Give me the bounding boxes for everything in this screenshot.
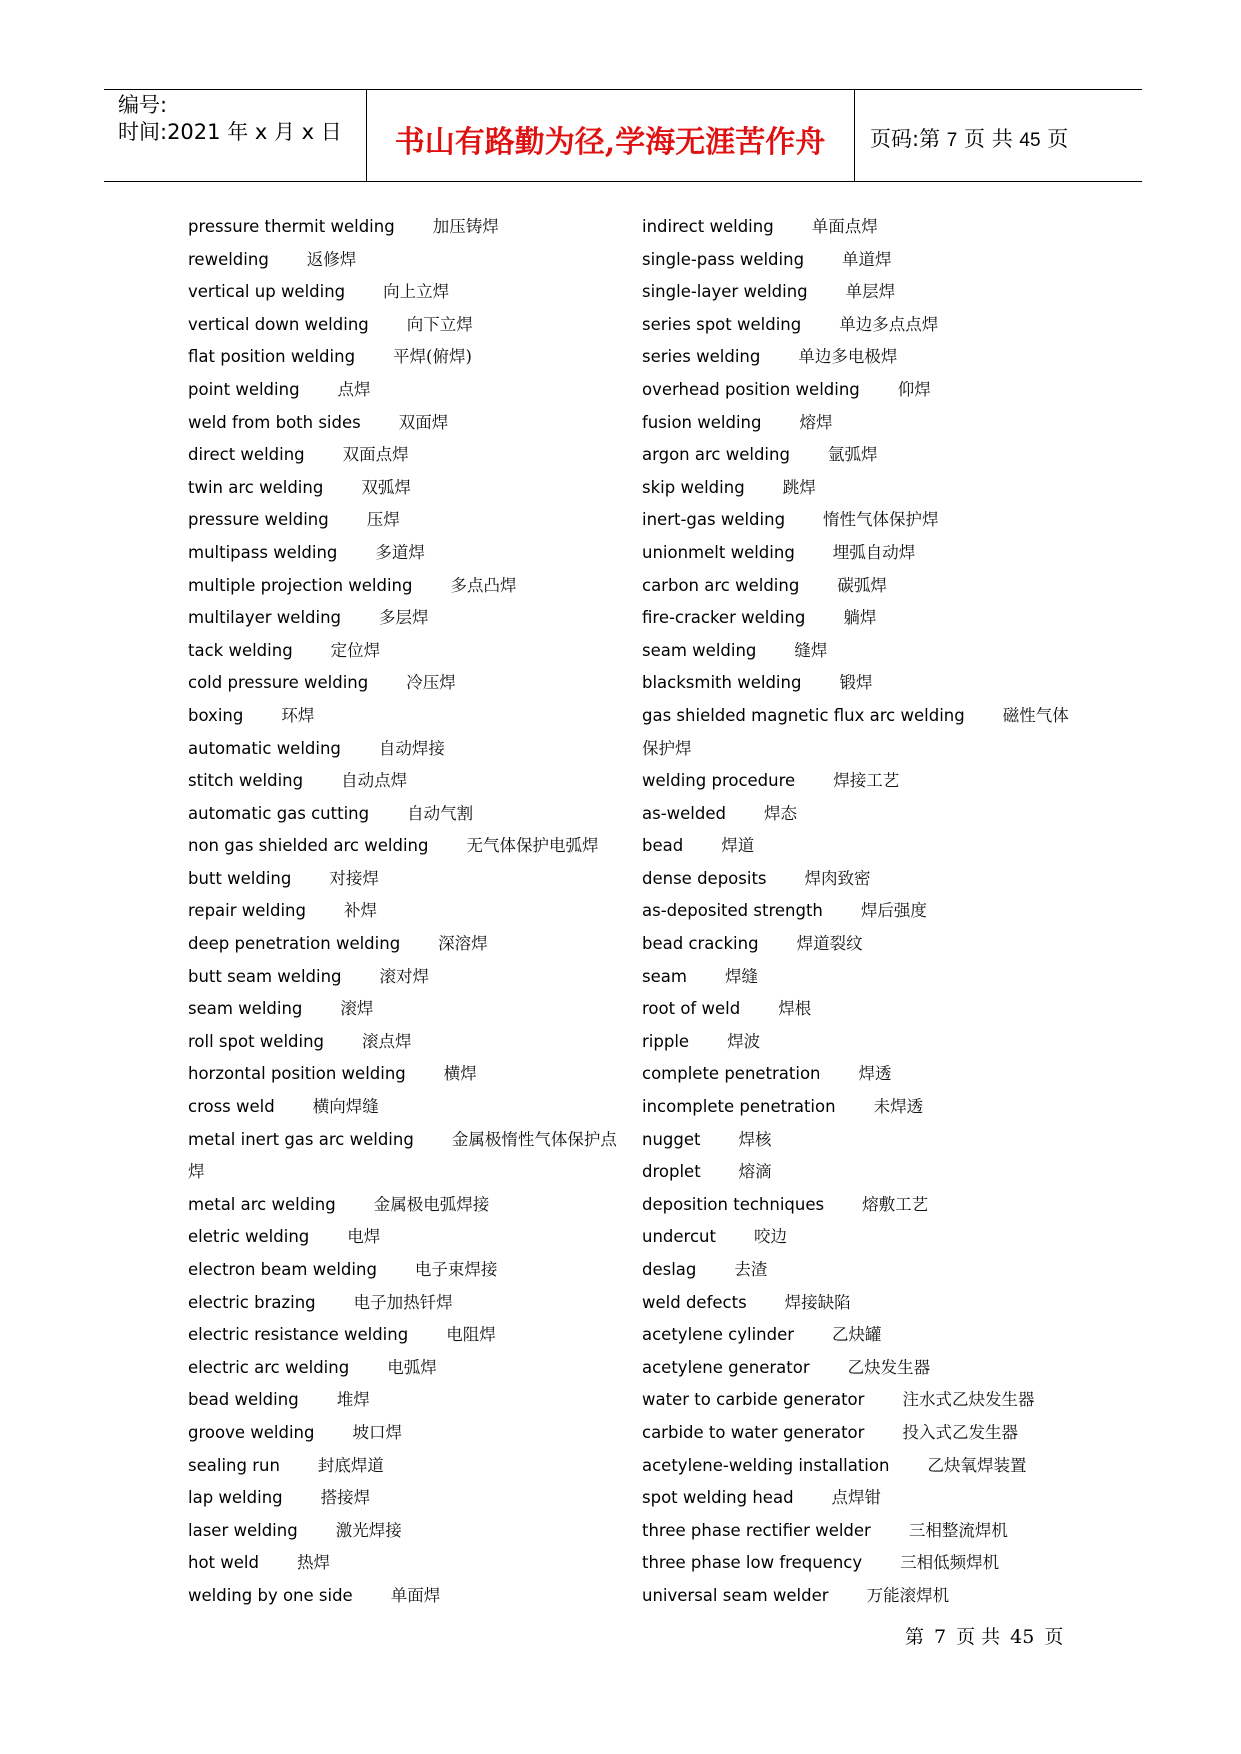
glossary-term-chinese: 万能滚焊机 (866, 1585, 950, 1605)
glossary-entry (642, 570, 1072, 603)
glossary-term-chinese: 平焊(俯焊) (393, 347, 472, 367)
glossary-entry (188, 244, 618, 277)
glossary-term-chinese: 单面点焊 (811, 217, 878, 236)
header-top-rule (104, 89, 1142, 90)
glossary-term-english: ripple (642, 1031, 690, 1051)
glossary-term-chinese: 定位焊 (330, 640, 381, 660)
glossary-term-english: vertical down welding (188, 314, 369, 334)
glossary-entry (188, 504, 618, 537)
glossary-term-chinese: 自动焊接 (378, 738, 445, 758)
glossary-entry (642, 602, 1072, 635)
glossary-term-chinese: 焊波 (727, 1031, 761, 1051)
glossary-term-chinese: 单道焊 (842, 249, 892, 269)
glossary-term-english: droplet (642, 1162, 701, 1182)
glossary-term-chinese: 滚焊 (340, 999, 374, 1019)
glossary-term-english: electric resistance welding (188, 1325, 409, 1345)
glossary-term-chinese: 自动点焊 (341, 771, 408, 791)
glossary-term-chinese: 压焊 (366, 510, 400, 530)
glossary-term-chinese: 单面焊 (390, 1585, 441, 1605)
glossary-entry (642, 1189, 1072, 1222)
glossary-entry (642, 472, 1072, 505)
glossary-entry (642, 244, 1072, 277)
glossary-term-chinese: 躺焊 (843, 608, 877, 628)
glossary-term-chinese: 乙炔罐 (832, 1325, 882, 1345)
glossary-term-english: butt seam welding (188, 966, 342, 986)
glossary-entry (188, 276, 618, 309)
glossary-term-english: metal inert gas arc welding (188, 1129, 414, 1149)
glossary-term-english: carbon arc welding (642, 575, 800, 595)
glossary-entry (642, 276, 1072, 309)
glossary-term-english: electric brazing (188, 1292, 316, 1312)
glossary-entry (642, 1352, 1072, 1385)
glossary-term-english: acetylene-welding installation (642, 1455, 890, 1475)
glossary-term-chinese: 焊道裂纹 (796, 934, 863, 954)
glossary-term-chinese: 电阻焊 (446, 1325, 496, 1345)
header-motto: 书山有路勤为径,学海无涯苦作舟 (394, 125, 826, 160)
glossary-term-chinese: 点焊钳 (831, 1488, 882, 1508)
glossary-term-chinese: 单边多电极焊 (798, 347, 898, 367)
glossary-term-english: bead cracking (642, 934, 759, 954)
glossary-term-english: deslag (642, 1260, 697, 1279)
glossary-term-english: single-layer welding (642, 282, 808, 302)
glossary-term-english: groove welding (188, 1422, 315, 1442)
glossary-term-chinese: 焊透 (858, 1064, 892, 1084)
glossary-term-english: hot weld (188, 1553, 259, 1573)
glossary-entry (642, 1221, 1072, 1254)
glossary-entry (188, 1319, 618, 1352)
glossary-entry (188, 211, 618, 244)
glossary-term-chinese: 去渣 (734, 1260, 768, 1279)
glossary-term-english: undercut (642, 1227, 716, 1247)
glossary-entry (188, 1417, 618, 1450)
glossary-term-english: carbide to water generator (642, 1422, 865, 1442)
glossary-term-chinese: 返修焊 (306, 249, 357, 269)
glossary-term-english: metal arc welding (188, 1194, 336, 1214)
glossary-term-english: seam welding (642, 640, 757, 660)
glossary-entry (188, 635, 618, 668)
glossary-entry (188, 341, 618, 374)
glossary-term-chinese: 向上立焊 (383, 282, 450, 302)
glossary-entry (188, 928, 618, 961)
glossary-term-english: sealing run (188, 1455, 280, 1475)
glossary-term-english: three phase low frequency (642, 1553, 863, 1573)
glossary-term-chinese: 氩弧焊 (827, 445, 878, 465)
glossary-entry (188, 667, 618, 700)
glossary-entry (188, 733, 618, 766)
glossary-term-english: multipass welding (188, 542, 338, 562)
glossary-entry (642, 1384, 1072, 1417)
glossary-term-english: laser welding (188, 1520, 298, 1540)
glossary-term-english: welding by one side (188, 1585, 353, 1605)
glossary-entry (188, 1221, 618, 1254)
footer-mid: 页 共 (956, 1626, 1001, 1648)
glossary-term-chinese: 乙炔发生器 (847, 1357, 931, 1377)
glossary-entry (188, 961, 618, 994)
glossary-term-english: single-pass welding (642, 249, 805, 269)
glossary-term-english: seam (642, 966, 687, 986)
glossary-term-english: spot welding head (642, 1488, 794, 1508)
glossary-entry (188, 537, 618, 570)
glossary-entry (188, 407, 618, 440)
glossary-entry (188, 374, 618, 407)
glossary-entry (642, 1482, 1072, 1515)
glossary-term-chinese: 多层焊 (379, 608, 429, 628)
glossary-term-chinese: 咬边 (753, 1227, 787, 1247)
glossary-term-english: blacksmith welding (642, 673, 802, 693)
header-page-total: 45 (1019, 130, 1041, 151)
glossary-term-english: twin arc welding (188, 477, 324, 497)
glossary-term-chinese: 熔敷工艺 (862, 1194, 929, 1214)
header-bottom-rule (104, 181, 1142, 182)
glossary-term-english: multiple projection welding (188, 575, 413, 595)
glossary-term-english: pressure welding (188, 510, 329, 530)
glossary-term-chinese: 埋弧自动焊 (832, 542, 916, 562)
glossary-term-chinese: 熔焊 (799, 412, 833, 432)
glossary-entry (188, 1580, 618, 1613)
glossary-entry (188, 1547, 618, 1580)
glossary-entry (188, 798, 618, 831)
glossary-term-chinese: 锻焊 (839, 673, 873, 693)
glossary-term-english: universal seam welder (642, 1585, 829, 1605)
glossary-term-chinese: 焊肉致密 (804, 868, 871, 888)
glossary-term-chinese: 仰焊 (897, 379, 931, 399)
glossary-term-english: skip welding (642, 477, 745, 497)
glossary-term-english: lap welding (188, 1488, 283, 1508)
header-divider-right (854, 89, 855, 181)
glossary-entry (642, 1580, 1072, 1613)
glossary-term-chinese: 缝焊 (794, 640, 828, 660)
glossary-entry (642, 1287, 1072, 1320)
glossary-term-english: welding procedure (642, 771, 796, 791)
header-page-mid: 页 共 (964, 127, 1013, 151)
glossary-term-chinese: 双弧焊 (361, 477, 411, 497)
glossary-entry (642, 928, 1072, 961)
glossary-term-english: acetylene cylinder (642, 1325, 795, 1345)
glossary-entry (642, 1515, 1072, 1548)
glossary-term-english: stitch welding (188, 771, 304, 791)
header-page-suffix: 页 (1047, 127, 1069, 151)
glossary-term-english: indirect welding (642, 217, 774, 236)
glossary-term-chinese: 焊后强度 (860, 901, 927, 921)
glossary-term-english: point welding (188, 379, 300, 399)
glossary-term-chinese: 乙炔氧焊装置 (927, 1455, 1027, 1475)
glossary-term-english: deposition techniques (642, 1194, 825, 1214)
glossary-term-chinese: 焊缝 (724, 966, 758, 986)
glossary-entry (188, 570, 618, 603)
glossary-term-chinese: 焊接缺陷 (784, 1292, 851, 1312)
glossary-term-english: complete penetration (642, 1064, 821, 1084)
glossary-term-chinese: 焊态 (764, 803, 797, 823)
document-time-label: 时间:2021 年 x 月 x 日 (118, 120, 342, 144)
glossary-entry (642, 1254, 1072, 1287)
glossary-entry (642, 863, 1072, 896)
glossary-entry (188, 1124, 618, 1189)
glossary-term-chinese: 封底焊道 (317, 1455, 384, 1475)
glossary-term-chinese: 多点凸焊 (450, 575, 517, 595)
glossary-term-english: inert-gas welding (642, 510, 786, 530)
glossary-term-chinese: 向下立焊 (406, 314, 473, 334)
glossary-term-english: gas shielded magnetic flux arc welding (642, 705, 965, 725)
footer-total: 45 (1010, 1626, 1035, 1648)
glossary-term-english: root of weld (642, 999, 741, 1019)
document-number-label: 编号: (118, 93, 168, 117)
glossary-entry (642, 1124, 1072, 1157)
glossary-term-chinese: 熔滴 (738, 1162, 772, 1182)
glossary-entry (642, 1417, 1072, 1450)
glossary-term-chinese: 焊核 (738, 1129, 772, 1149)
glossary-entry (188, 1450, 618, 1483)
glossary-entry (642, 635, 1072, 668)
glossary-entry (642, 211, 1072, 244)
glossary-term-english: butt welding (188, 868, 292, 888)
glossary-term-chinese: 焊根 (778, 999, 812, 1019)
glossary-entry (642, 309, 1072, 342)
glossary-term-chinese: 无气体保护电弧焊 (466, 836, 599, 856)
glossary-term-english: automatic welding (188, 738, 341, 758)
glossary-entry (188, 1091, 618, 1124)
glossary-term-english: as-deposited strength (642, 901, 823, 921)
glossary-entry (188, 1026, 618, 1059)
glossary-entry (188, 309, 618, 342)
glossary-term-english: tack welding (188, 640, 293, 660)
glossary-entry (188, 830, 618, 863)
glossary-term-english: cold pressure welding (188, 673, 369, 693)
glossary-entry (642, 700, 1072, 765)
glossary-entry (642, 341, 1072, 374)
glossary-term-english: bead (642, 836, 684, 856)
glossary-term-chinese: 冷压焊 (406, 673, 456, 693)
glossary-term-chinese: 碳弧焊 (837, 575, 887, 595)
glossary-term-chinese: 注水式乙炔发生器 (902, 1390, 1035, 1410)
glossary-entry (188, 863, 618, 896)
glossary-term-chinese: 横向焊缝 (312, 1097, 379, 1117)
glossary-entry (642, 895, 1072, 928)
glossary-entry (642, 374, 1072, 407)
header-meta (118, 92, 342, 146)
glossary-entry (642, 961, 1072, 994)
glossary-entry (188, 1352, 618, 1385)
glossary-term-chinese: 金属极惰性气体保护点焊 (188, 1129, 617, 1182)
glossary-term-chinese: 金属极电弧焊接 (373, 1194, 490, 1214)
glossary-term-chinese: 热焊 (296, 1553, 330, 1573)
glossary-term-english: series welding (642, 347, 761, 367)
glossary-term-chinese: 点焊 (337, 379, 371, 399)
glossary-term-english: electron beam welding (188, 1260, 377, 1279)
glossary-term-chinese: 焊接工艺 (833, 771, 900, 791)
glossary-term-english: unionmelt welding (642, 542, 795, 562)
glossary-term-english: seam welding (188, 999, 303, 1019)
footer-prefix: 第 (905, 1626, 925, 1648)
glossary-entry (188, 1254, 618, 1287)
glossary-term-chinese: 自动气割 (407, 803, 474, 823)
glossary-term-english: rewelding (188, 249, 269, 269)
glossary-term-chinese: 对接焊 (329, 868, 379, 888)
glossary-term-english: non gas shielded arc welding (188, 836, 429, 856)
glossary-entry (188, 895, 618, 928)
glossary-left-column (188, 211, 618, 1613)
glossary-entry (188, 1058, 618, 1091)
glossary-term-english: incomplete penetration (642, 1097, 836, 1117)
glossary-term-english: acetylene generator (642, 1357, 810, 1377)
glossary-term-english: argon arc welding (642, 445, 790, 465)
header-divider-left (366, 89, 367, 181)
glossary-entry (188, 602, 618, 635)
glossary-term-english: deep penetration welding (188, 934, 401, 954)
glossary-entry (188, 472, 618, 505)
glossary-term-english: flat position welding (188, 347, 356, 367)
glossary-term-chinese: 深溶焊 (438, 934, 488, 954)
glossary-entry (642, 798, 1072, 831)
glossary-entry (188, 1189, 618, 1222)
glossary-term-chinese: 电子束焊接 (414, 1260, 498, 1279)
glossary-term-english: pressure thermit welding (188, 217, 395, 236)
glossary-entry (188, 993, 618, 1026)
glossary-entry (642, 1547, 1072, 1580)
glossary-term-chinese: 搭接焊 (320, 1488, 371, 1508)
glossary-term-chinese: 三相低频焊机 (900, 1553, 1000, 1573)
glossary-entry (642, 1058, 1072, 1091)
glossary-entry (642, 1450, 1072, 1483)
glossary-term-chinese: 单层焊 (845, 282, 896, 302)
glossary-term-chinese: 坡口焊 (352, 1422, 402, 1442)
glossary-entry (642, 1091, 1072, 1124)
glossary-term-english: three phase rectifier welder (642, 1520, 871, 1540)
glossary-entry (642, 765, 1072, 798)
glossary-term-chinese: 堆焊 (336, 1390, 370, 1410)
glossary-term-chinese: 滚对焊 (379, 966, 430, 986)
glossary-term-chinese: 加压铸焊 (432, 217, 499, 236)
glossary-term-english: water to carbide generator (642, 1390, 865, 1410)
footer-current: 7 (934, 1626, 947, 1648)
glossary-entry (642, 407, 1072, 440)
glossary-term-chinese: 双面点焊 (342, 445, 409, 465)
glossary-term-english: fire-cracker welding (642, 608, 806, 628)
header-page-prefix: 页码:第 (870, 127, 941, 151)
glossary-term-english: series spot welding (642, 314, 802, 334)
glossary-term-english: bead welding (188, 1390, 299, 1410)
glossary-term-chinese: 跳焊 (782, 477, 816, 497)
glossary-term-chinese: 电焊 (347, 1227, 381, 1247)
glossary-entry (642, 667, 1072, 700)
glossary-term-english: eletric welding (188, 1227, 310, 1247)
glossary-entry (642, 1319, 1072, 1352)
glossary-entry (642, 1026, 1072, 1059)
glossary-term-chinese: 激光焊接 (335, 1520, 402, 1540)
glossary-term-english: weld defects (642, 1292, 747, 1312)
glossary-term-chinese: 投入式乙发生器 (902, 1422, 1018, 1442)
glossary-term-english: repair welding (188, 901, 306, 921)
glossary-entry (642, 830, 1072, 863)
glossary-term-chinese: 未焊透 (873, 1097, 924, 1117)
glossary-term-english: horzontal position welding (188, 1064, 406, 1084)
glossary-entry (188, 1482, 618, 1515)
footer-suffix: 页 (1044, 1626, 1064, 1648)
footer-page-number (900, 1622, 1068, 1649)
glossary-term-english: multilayer welding (188, 608, 342, 628)
glossary-entry (188, 765, 618, 798)
glossary-term-chinese: 电子加热钎焊 (353, 1292, 453, 1312)
glossary-term-chinese: 磁性气体保护焊 (642, 705, 1069, 758)
glossary-entry (188, 1515, 618, 1548)
glossary-term-english: automatic gas cutting (188, 803, 370, 823)
glossary-term-chinese: 单边多点点焊 (839, 314, 939, 334)
glossary-term-chinese: 焊道 (721, 836, 755, 856)
glossary-term-english: direct welding (188, 445, 305, 465)
glossary-entry (642, 504, 1072, 537)
glossary-term-english: boxing (188, 705, 244, 725)
glossary-entry (188, 439, 618, 472)
glossary-term-english: dense deposits (642, 868, 767, 888)
glossary-term-english: weld from both sides (188, 412, 361, 432)
glossary-term-english: cross weld (188, 1097, 275, 1117)
glossary-entry (642, 1156, 1072, 1189)
glossary-term-chinese: 环焊 (281, 705, 315, 725)
glossary-entry (642, 537, 1072, 570)
glossary-term-english: electric arc welding (188, 1357, 350, 1377)
glossary-term-english: nugget (642, 1129, 701, 1149)
glossary-term-chinese: 电弧焊 (387, 1357, 437, 1377)
glossary-term-english: overhead position welding (642, 379, 860, 399)
glossary-term-chinese: 惰性气体保护焊 (823, 510, 939, 530)
header-page-current: 7 (946, 130, 958, 151)
glossary-term-english: roll spot welding (188, 1031, 325, 1051)
glossary-entry (642, 439, 1072, 472)
glossary-term-chinese: 横焊 (443, 1064, 477, 1084)
glossary-term-chinese: 三相整流焊机 (908, 1520, 1008, 1540)
header-page-indicator (870, 123, 1068, 153)
glossary-term-english: as-welded (642, 803, 726, 823)
glossary-term-english: vertical up welding (188, 282, 346, 302)
glossary-term-chinese: 补焊 (344, 901, 377, 921)
glossary-entry (642, 993, 1072, 1026)
glossary-term-chinese: 多道焊 (375, 542, 425, 562)
glossary-term-chinese: 滚点焊 (362, 1031, 412, 1051)
glossary-entry (188, 1287, 618, 1320)
glossary-term-english: fusion welding (642, 412, 762, 432)
glossary-term-chinese: 双面焊 (398, 412, 449, 432)
glossary-right-column (642, 211, 1072, 1613)
glossary-entry (188, 1384, 618, 1417)
glossary-entry (188, 700, 618, 733)
